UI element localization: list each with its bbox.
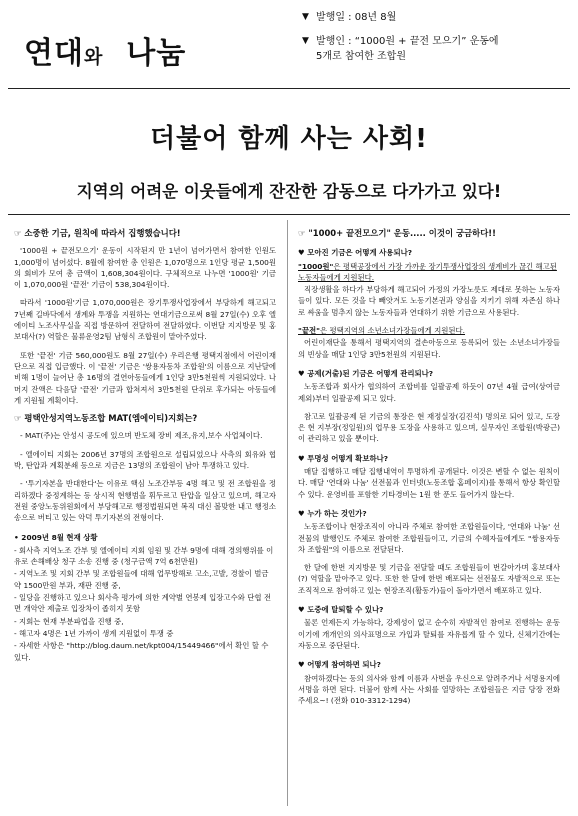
headline: 더불어 함께 사는 사회! [149, 124, 429, 154]
publisher-row [302, 34, 566, 49]
issue-date: 발행일 : 08년 8월 [316, 12, 397, 23]
publisher-continuation: 5개로 참여한 조합원 [316, 51, 406, 62]
newsletter-page [8, 6, 570, 810]
paragraph: - 엘에이티 지회는 2006년 37명의 조합원으로 설립되었으나 사측의 회유와 협박, 탄압과 계획분쇄 등으로 지금은 13명의 조합원이 남아 투쟁하고 있다. [14, 449, 276, 471]
list-item: - 해고자 4명은 1년 가까이 생계 지원없이 투쟁 중 [14, 628, 174, 638]
arrow-bullet-icon: ▼ [302, 12, 309, 22]
paragraph: - MAT(주)는 안성시 공도에 있으며 반도체 장비 제조,유지,보수 사업체이다. [20, 431, 263, 441]
term: "1000원" [298, 261, 334, 271]
list-item: - 일당을 진행하고 있으나 회사측 평가에 의한 계약별 연봉제 입장고수와 단협 전면 개악안 제출로 입장차이 좁히지 못함 [14, 593, 271, 614]
paragraph: 노동조합과 회사가 협의하여 조합비를 일괄공제 하듯이 07년 4월 급여(상여금 제외)부터 일괄공제 되고 있다. [298, 382, 560, 403]
paragraph: 참여하겠다는 동의 의사와 함께 이름과 사번을 우신으로 알려주거나 서명용지에 서명을 하면 된다. 더불어 함께 사는 사회를 열망하는 조합원들은 지금 당장 전화주세요~! (전화 010-3312-1294) [298, 673, 560, 706]
left-column [14, 228, 276, 664]
subheadline: 지역의 어려운 이웃들에게 잔잔한 감동으로 다가가고 있다! [76, 182, 502, 201]
paragraph: 직장생활을 하다가 부당하게 해고되어 가정의 가장노릇도 제대로 못하는 노동자들이 있다. 모든 것을 다 빼앗겨도 노동기본권과 양심을 지키기 위해 자존심 하나로 싸움을 멈추지 않는 노동자들과 연대하기 위한 기금으로 사용된다. [298, 285, 560, 317]
paragraph: 또한 '끝전' 기금 560,000원도 8월 27일(수) 우리은행 평택지점에서 어린이재단으로 직접 입금했다. 이 '끝전' 기금은 '쌍용자동차 조합원'의 이름으로 지난달에 비해 1명이 늘어난 총 16명의 결연아동들에게 1인당 3만5천원씩 지원되었다. 나머지 잔액은 다음달 '끝전' 기금과 합쳐져서 3만5천원 단위로 후가되는 아동들에게 지원될 계획이다. [14, 350, 276, 405]
question-heading: ♥ 모아진 기금은 어떻게 사용되나? [298, 248, 413, 258]
column-divider [287, 220, 288, 806]
newsletter-logo [24, 28, 186, 72]
term-desc: 은 평택지역의 소년소녀가장들에게 지원된다. [319, 326, 466, 336]
paragraph: 노동조합이나 현장조직이 아니라 주체로 참여한 조합원들이다, '연대와 나눔' 선전물의 발행인도 주체로 참여한 조합원들이고, 기금의 수혜자들에게도 "쌍용자동차 조합원"의 이름으로 전달된다. [298, 522, 560, 554]
question-heading: ♥ 어떻게 참여하면 되나? [298, 660, 381, 670]
section-heading: ☞ 평택안성지역노동조합 MAT(엠에이티)지회는? [14, 413, 198, 424]
paragraph: 물론 언제든지 가능하다, 강제성이 없고 순수히 자발적인 참여로 진행하는 운동이기에 개개인의 의사표명으로 가입과 탈퇴를 자유롭게 할 수 있다, 신체기간에는 자동으로 중단된다. [298, 618, 560, 650]
paragraph: 어린이재단을 통해서 평택지역의 결손아동으로 등록되어 있는 소년소녀가장들의 빈상을 매달 1인당 3만5천원의 지원된다. [298, 338, 560, 359]
list-item: - 자세한 사항은 "http://blog.daum.net/kpt004/15449466"에서 확인 할 수 있다. [14, 641, 269, 662]
paragraph [298, 325, 560, 336]
publisher: 발행인 : “1000원 + 끝전 모으기” 운동에 [316, 36, 499, 47]
paragraph [298, 261, 560, 284]
right-column [298, 228, 560, 713]
question-heading: ♥ 누가 하는 것인가? [298, 508, 367, 518]
paragraph: - '투기자본을 반대한다'는 이유로 핵심 노조간부등 4명 해고 및 전 조합원을 정리하겠다 중정계하는 등 상시적 현행범을 휘두르고 탄압을 일삼고 있으며, 해고자 전원 중앙노동위원회에서 부당해고로 행정법원되면 복직 대신 볼맞한 내고 행정소송으로 버티고 있는 악덕 투기자본의 전형이다. [14, 479, 276, 523]
section-heading: ☞ 소중한 기금, 원칙에 따라서 집행했습니다! [14, 228, 181, 238]
paragraph: 매달 집행하고 매달 집행내역이 투명하게 공개된다. 이것은 변할 수 없는 원칙이다. 매달 '연대와 나눔' 선전물과 인터넷(노동조합 홈페이지)를 통해서 항상 확인할 수 있다. 운영비를 포함한 기타경비는 1원 한 푼도 들어가지 않는다. [298, 467, 560, 499]
term-desc: 은 평택공장에서 가장 가까운 장기투쟁사업장의 생계비가 끊긴 해고된 노동자들에게 지원된다. [298, 261, 557, 282]
logo-word-2: 와 [83, 46, 104, 68]
paragraph: '1000원 + 끝전모으기' 운동이 시작된지 만 1년이 넘어가면서 참여한 인원도 1,000명이 넘어섰다. 8월에 참여한 총 인원은 1,070명으로 1인당 평균 1,500원의 회비가 모여 총 금액이 1,608,304원이다. 구체적으로 나누면 '1000원' 기금이 1,070,000원 '끝전' 기금이 538,304원이다. [14, 246, 276, 290]
paragraph: 한 달에 한번 지지방문 및 기금을 전달할 때도 조합원들이 번갈아가며 홍보대사(?) 역할을 맡아주고 있다. 또한 한 달에 한번 배포되는 선전물도 자발적으로 또는 조직적으로 참여하고 있는 현장조직(활동가)들이 돌아가면서 배포하고 있다. [298, 563, 560, 595]
section-heading: ☞ "1000+ 끝전모으기" 운동..... 이것이 궁금하다!! [298, 228, 496, 238]
question-heading: ♥ 도중에 탈퇴할 수 있나? [298, 605, 384, 615]
logo-word-1: 연대 [24, 36, 84, 71]
question-heading: ♥ 투명성 어떻게 확보하나? [298, 453, 389, 463]
divider [8, 214, 570, 215]
list-item: - 지회는 현재 부분파업을 진행 중, [14, 616, 124, 626]
issue-meta [302, 10, 566, 64]
logo-word-3: 나눔 [126, 36, 187, 71]
question-heading: ♥ 공제(거출)된 기금은 어떻게 관리되나? [298, 368, 434, 378]
issue-date-row [302, 10, 566, 25]
term: "끝전" [298, 326, 320, 336]
list-item: - 지역노조 및 지회 간부 및 조합원들에 대해 업무방해로 고소,고발, 경찰이 벌금 약 1500만원 부과, 재판 진행 중, [14, 569, 269, 590]
newsletter-header [8, 6, 570, 89]
status-heading: • 2009년 8월 현재 상황 [14, 532, 98, 542]
paragraph: 따라서 '1000원'기금 1,070,000원은 장기투쟁사업장에서 부당하게 해고되고 7년째 길바닥에서 생계와 투쟁을 지원하는 연대기금으로써 8월 27일(수) 오후 엘에이티 노조사무실을 직접 방문하여 전달하여 전달하였다. 이번달 지지방문 및 홍보대사(?) 역할은 물류운영2팀 남형식 조합원이 맡아주었다. [14, 298, 276, 342]
arrow-bullet-icon: ▼ [302, 36, 309, 46]
list-item: - 회사측 지역노조 간부 및 엘에이티 지회 임원 및 간부 9명에 대해 경의행위를 이유로 손해배상 청구 소송 진행 중 (청구금액 7억 6천만원) [14, 545, 274, 567]
paragraph: 참고로 일괄공제 된 기금의 통장은 현 재정실장(김진석) 명의로 되어 있고, 도장은 현 지부장(정일원)의 업무용 도장을 사용하고 있으며, 실무자인 조합원(박광근)이 관리하고 있을 뿐이다. [298, 411, 560, 444]
